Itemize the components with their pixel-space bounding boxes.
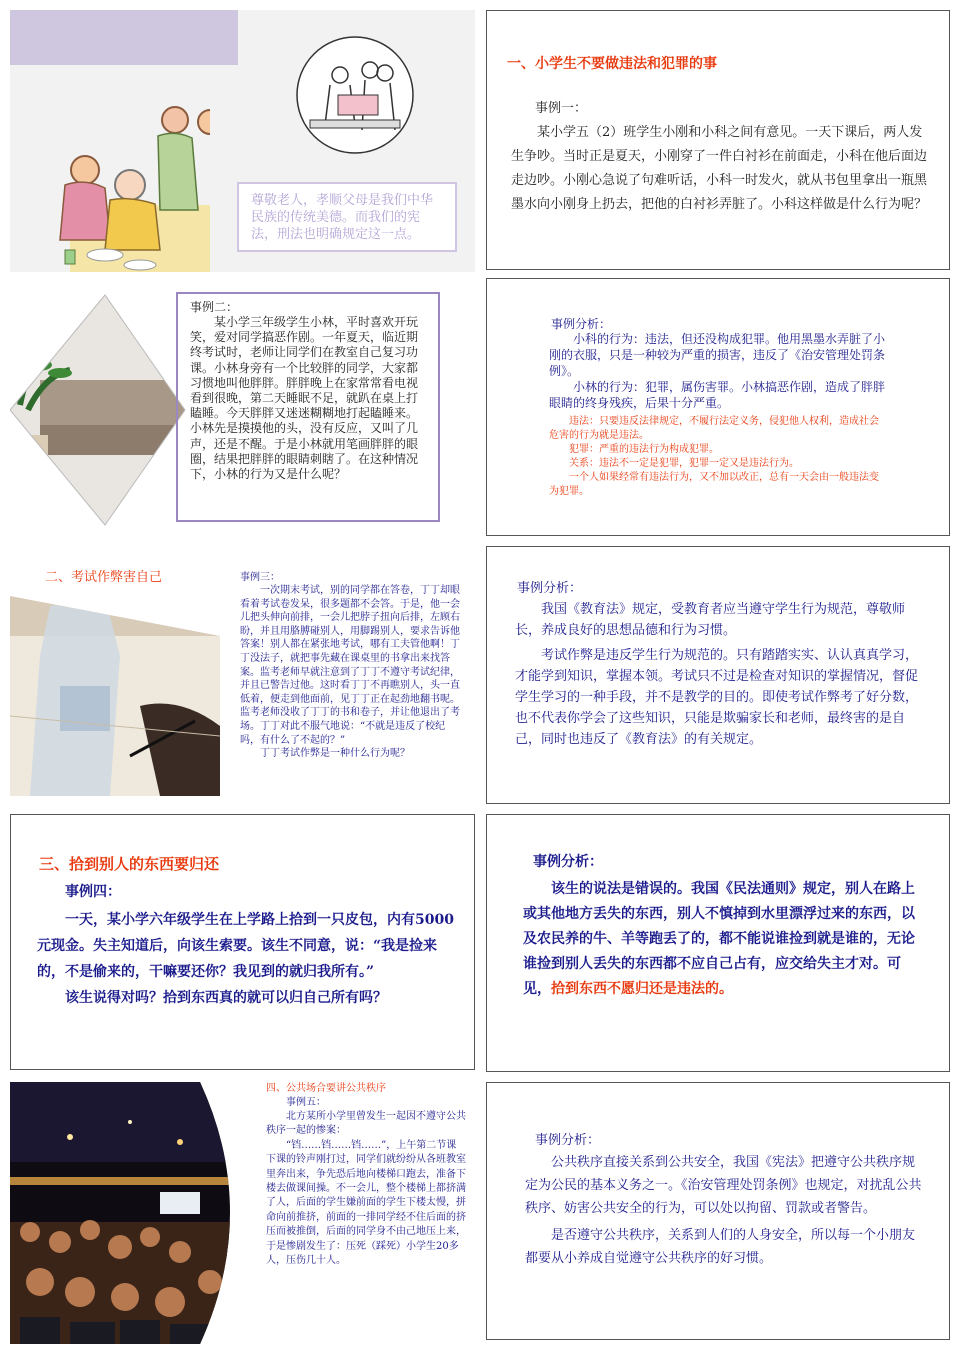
analysis-one-r1: 违法：只要违反法律规定，不履行法定义务，侵犯他人权利，造成社会危害的行为就是违法。	[549, 416, 879, 441]
case-three-text	[240, 571, 460, 761]
case-four-body: 一天，某小学六年级学生在上学路上拾到一只皮包，内有5000元现金。失主知道后，向该生索要。该生不同意，说：“我是捡来的，不是偷来的，干嘛要还你？我见到的就归我所有。”	[37, 912, 454, 980]
analysis-two-p1: 我国《教育法》规定，受教育者应当遵守学生行为规范，尊敬师长，养成良好的思想品德和行为习惯。	[515, 602, 906, 638]
case-three-label: 事例三：	[240, 572, 280, 583]
analysis-one-r2: 犯罪：严重的违法行为构成犯罪。	[569, 444, 719, 455]
elderly-family-illustration	[10, 100, 210, 272]
analysis-four-p1: 公共秩序直接关系到公共安全，我国《宪法》把遵守公共秩序规定为公民的基本义务之一。《治安管理处罚条例》也规定，对扰乱公共秩序、妨害公共安全的行为，可以处以拘留、罚款或者警告。	[525, 1155, 922, 1216]
case-three-body: 一次期末考试，别的同学都在答卷，丁丁却眼看着考试卷发呆，很多题都不会答。于是，他一会儿把头伸向前排，一会儿把脖子扭向后排，左顾右盼，并且用胳膊碰别人，用脚踢别人，要求告诉他答案！别人都在紧张地考试，哪有工夫管他啊！丁丁没法子，就把事先藏在课桌里的书拿出来找答案。监考老师早就注意到了丁丁不遵守考试纪律，并且已警告过他。这时看丁丁不再瞧别人，头一直低着，便走到他面前，见丁丁正在起劲地翻书呢。监考老师没收了丁丁的书和卷子，并让他退出了考场。丁丁对此不服气地说：“不就是违反了校纪吗，有什么了不起的？”	[240, 585, 460, 746]
section-title-one: 一、小学生不要做违法和犯罪的事	[507, 56, 717, 72]
case-four-question: 该生说得对吗？拾到东西真的就可以归自己所有吗？	[65, 990, 387, 1006]
section-title-two: 二、考试作弊害自己	[45, 570, 163, 585]
analysis-three-text: 该生的说法是错误的。我国《民法通则》规定，别人在路上或其他地方丢失的东西，别人不慎掉到水里漂浮过来的东西，以及农民养的牛、羊等跑丢了的，都不能说谁捡到就是谁的，无论谁捡到别人丢失的东西都不应自己占有，应交给失主才对。可见，	[523, 881, 915, 997]
slide-case-two	[10, 285, 475, 540]
case-five-body: 北方某所小学里曾发生一起因不遵守公共秩序一起的惨案：	[266, 1111, 466, 1137]
analysis-two-text	[515, 599, 925, 750]
case-five-text	[266, 1082, 466, 1268]
case-three-question: 丁丁考试作弊是一种什么行为呢？	[260, 748, 410, 760]
analysis-three-body	[523, 877, 919, 1002]
analysis-one-r4: 一个人如果经常有违法行为，又不加以改正，总有一天会由一般违法变为犯罪。	[549, 472, 879, 497]
case-two-label: 事例二：	[190, 300, 239, 314]
analysis-one-label: 事例分析：	[551, 317, 612, 331]
slide-analysis-four	[486, 1082, 950, 1340]
case-two-body: 某小学三年级学生小林，平时喜欢开玩笑，爱对同学搞恶作剧。一年夏天，临近期终考试时，老师让同学们在教室自己复习功课。小林身旁有一个比较胖的同学，大家都习惯地叫他胖胖。胖胖晚上在家常常看电视看到很晚，第二天睡眠不足，就趴在桌上打瞌睡。今天胖胖又迷迷糊糊地打起瞌睡来。小林先是摸摸他的头，没有反应，又叫了几声，还是不醒。于是小林就用笔画胖胖的眼圈，结果把胖胖的眼睛刺瞎了。在这种情况下，小林的行为又是什么呢？	[190, 315, 419, 482]
section-title-three: 三、拾到别人的东西要归还	[39, 855, 220, 873]
analysis-one-r3: 关系：违法不一定是犯罪，犯罪一定又是违法行为。	[569, 458, 799, 469]
analysis-one-p2: 小林的行为：犯罪，属伤害罪。小林搞恶作剧，造成了胖胖眼睛的终身残疾，后果十分严重。	[549, 380, 886, 410]
respect-caption-box	[237, 182, 457, 252]
analysis-four-text	[525, 1151, 925, 1270]
analysis-four-p2: 是否遵守公共秩序，关系到人们的人身安全，所以每一个小朋友都要从小养成自觉遵守公共秩序的好习惯。	[525, 1228, 916, 1266]
family-sketch-illustration	[290, 35, 420, 155]
slide-public-order	[10, 1082, 475, 1344]
lavender-block	[10, 10, 238, 65]
analysis-two-p2: 考试作弊是违反学生行为规范的。只有踏踏实实、认认真真学习，才能学到知识，掌握本领。考试只不过是检查对知识的掌握情况，督促学生学习的一种手段，并不是教学的目的。即使考试作弊考了好分数，也不代表你学会了这些知识，只能是欺骗家长和老师，最终害的是自己，同时也违反了《教育法》的有关规定。	[515, 648, 919, 747]
slide-case-one	[486, 10, 950, 270]
case-one-body: 某小学五（2）班学生小刚和小科之间有意见。一天下课后，两人发生争吵。当时正是夏天，小刚穿了一件白衬衫在前面走，小科在他后面边走边吵。小刚心急说了句难听话，小科一时发火，就从书包里拿出一瓶黑墨水向小刚身上扔去，把他的白衬衫弄脏了。小科这样做是什么行为呢？	[511, 125, 928, 212]
case-four-label: 事例四：	[65, 884, 121, 900]
slide-analysis-two	[486, 546, 950, 804]
slide-respect-elders	[10, 10, 475, 272]
slide-analysis-three	[486, 814, 950, 1072]
case-four-text	[37, 907, 457, 1011]
analysis-one-text	[549, 331, 885, 499]
slide-exam-cheating	[10, 556, 475, 806]
section-title-four: 四、公共场合要讲公共秩序	[266, 1083, 386, 1094]
respect-caption: 尊敬老人，孝顺父母是我们中华民族的传统美德。而我们的宪法，刑法也明确规定这一点。	[251, 193, 434, 242]
case-two-box	[176, 292, 440, 522]
crowd-night-photo	[10, 1082, 255, 1344]
plant-on-sofa-photo	[10, 285, 190, 535]
analysis-three-label: 事例分析：	[533, 854, 603, 870]
case-five-body2: “铛……铛……铛……”，上午第二节课下课的铃声刚打过，同学们就纷纷从各班教室里奔出来，争先恐后地向楼梯口跑去，准备下楼去做课间操。不一会儿，整个楼梯上都挤满了人，后面的学生嫌前面的学生下楼太慢，拼命向前推挤，前面的一排同学经不住后面的挤压而被推倒，后面的同学身不由己地压上来，于是惨剧发生了：压死（踩死）小学生20多人，压伤几十人。	[266, 1139, 466, 1267]
exam-writing-photo	[10, 596, 220, 796]
analysis-four-label: 事例分析：	[535, 1133, 601, 1148]
case-five-label: 事例五：	[286, 1097, 326, 1108]
analysis-one-p1: 小科的行为：违法，但还没构成犯罪。他用黑墨水弄脏了小刚的衣服，只是一种较为严重的损害，违反了《治安管理处罚条例》。	[549, 332, 886, 378]
case-one-label: 事例一：	[535, 101, 588, 116]
analysis-three-highlight: 拾到东西不愿归还是违法的。	[551, 981, 733, 997]
analysis-two-label: 事例分析：	[517, 581, 583, 596]
slide-case-four	[10, 814, 475, 1070]
slide-analysis-one	[486, 278, 950, 536]
